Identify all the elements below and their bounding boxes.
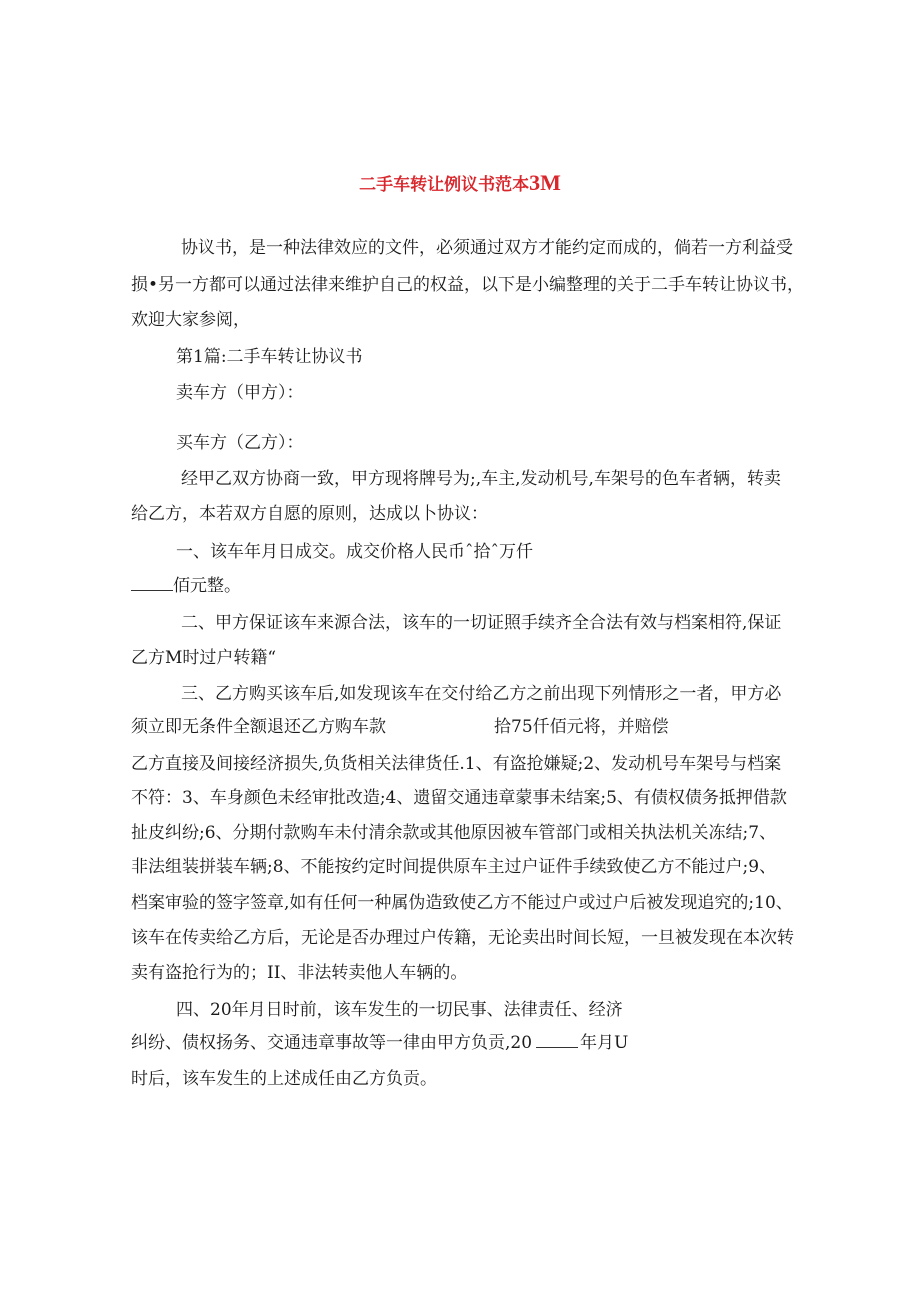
title-main: 二手车转让例议书范本 xyxy=(359,175,530,195)
clause-3-line-9: 卖有盗抢行为的；II、非法转卖他人车辆的。 xyxy=(131,963,468,983)
clause-2-line-1: 二、甲方保证该车来源合法，该车的一切证照手续齐全合法有效与档案相符,保证 xyxy=(181,613,782,633)
clause-1-line-1: 一、该车年月日成交。成交价格人民币ˆ拾ˆ万仟 xyxy=(176,542,533,562)
clause-3-line-4: 不符：3、车身颜色未经审批改造;4、遗留交通违章蒙事未结案;5、有债权债务抵押借款 xyxy=(131,788,787,808)
intro-paragraph-line-1: 经甲乙双方协商一致，甲方现将牌号为;,车主,发动机号,车架号的色车者辆，转卖 xyxy=(181,469,781,489)
buyer-label: 买车方（乙方）： xyxy=(176,433,304,453)
clause-4-line-3: 时后，该车发生的上述成任由乙方负贡。 xyxy=(131,1069,437,1089)
clause-3-line-7: 档案审验的签字签章,如有任何一种属伪造致使乙方不能过户或过户后被发现追究的;10、 xyxy=(131,893,793,913)
title-suffix: 3M xyxy=(529,170,561,195)
seller-label: 卖车方（甲方）： xyxy=(176,383,304,403)
intro-line-2: 损•另一方都可以通过法律来维护自己的权益，以下是小编整理的关于二手车转让协议书， xyxy=(131,275,805,295)
clause-3-line-6: 非法组装拼装车辆;8、不能按约定时间提供原车主过户证件手续致使乙方不能过户;9、 xyxy=(131,857,777,877)
section-heading: 第1篇:二手车转让协议书 xyxy=(176,347,363,367)
clause-3-line-2: 须立即无条件全额退还乙方购车款 拾75仟佰元将，并赔偿 xyxy=(131,717,669,737)
intro-line-1: 协议书，是一种法律效应的文件，必须通过双方才能约定而成的，倘若一方利益受 xyxy=(181,238,793,258)
blank-line xyxy=(536,1033,578,1048)
clause-3-line-8: 该车在传卖给乙方后，无论是否办理过户传籍，无论卖出时间长短，一旦被发现在本次转 xyxy=(131,928,794,948)
clause-1-line-2: 佰元整。 xyxy=(131,574,241,598)
intro-line-3: 欢迎大家参阅， xyxy=(131,310,250,330)
intro-paragraph-line-2: 给乙方，本若双方自愿的原则，达成以卜协议： xyxy=(131,504,488,524)
clause-3-line-3: 乙方直接及间接经济损失,负货相关法律货任.1、有盗抢嫌疑;2、发动机号车架号与档案 xyxy=(131,754,782,774)
document-title xyxy=(0,170,920,198)
clause-3-line-5: 扯皮纠纷;6、分期付款购车未付清余款或其他原因被车管部门或相关执法机关冻结;7、 xyxy=(131,823,777,843)
clause-4-line-1: 四、20年月日时前，该车发生的一切民事、法律责任、经济 xyxy=(176,1000,623,1020)
clause-4-line-2: 纠纷、债权扬务、交通违章事故等一律由甲方负贡,20 年月U xyxy=(131,1033,629,1053)
clause-2-line-2: 乙方M时过户转籍“ xyxy=(131,648,277,668)
blank-line xyxy=(131,576,173,591)
clause-3-line-1: 三、乙方购买该车后,如发现该车在交付给乙方之前出现下列情形之一者，甲方必 xyxy=(181,684,782,704)
